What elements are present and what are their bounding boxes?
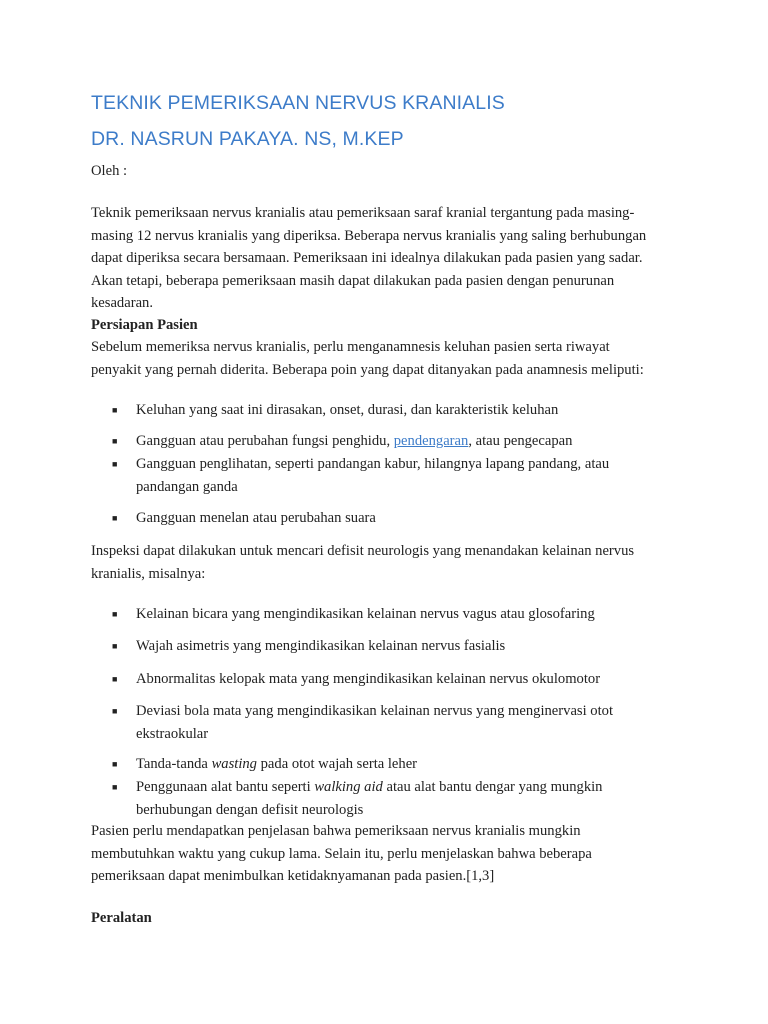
list-item-text: Kelainan bicara yang mengindikasikan kelainan nervus vagus atau glosofaring [136,606,595,622]
list-item-text-start: Tanda-tanda [136,756,212,772]
peralatan-heading: Peralatan [91,910,152,926]
list-item-text-end: pada otot wajah serta leher [256,756,418,772]
list-item-text-start: Gangguan atau perubahan fungsi penghidu, [136,433,394,449]
list-item-text [136,430,572,453]
penjelasan-line: pemeriksaan dapat menimbulkan ketidaknyamanan pada pasien.[1,3] [91,868,495,884]
intro-line: Teknik pemeriksaan nervus kranialis atau pemeriksaan saraf kranial tergantung pada masing- [91,205,635,221]
inspeksi-line: Inspeksi dapat dilakukan untuk mencari defisit neurologis yang menandakan kelainan nervus [91,543,635,559]
list-item-line: Deviasi bola mata yang mengindikasikan kelainan nervus yang menginervasi otot [136,703,614,719]
list-item-text [136,776,602,821]
intro-line: masing 12 nervus kranialis yang diperiksa. Beberapa nervus kranialis yang saling berhubungan [91,227,647,244]
list-item-line [136,776,602,799]
list-item-line: Gangguan penglihatan, seperti pandangan kabur, hilangnya lapang pandang, atau [136,456,610,472]
penjelasan-line: Pasien perlu mendapatkan penjelasan bahwa pemeriksaan nervus kranialis mungkin [91,823,581,839]
list-item-text: Wajah asimetris yang mengindikasikan kelainan nervus fasialis [136,638,506,654]
bullet-icon: ■ [112,782,118,792]
list-item-text: Abnormalitas kelopak mata yang mengindikasikan kelainan nervus okulomotor [136,671,601,687]
penjelasan-line: membutuhkan waktu yang cukup lama. Selain itu, perlu menjelaskan bahwa beberapa [91,845,592,862]
bullet-icon: ■ [112,759,118,769]
persiapan-heading: Persiapan Pasien [91,317,198,333]
pendengaran-link[interactable]: pendengaran [393,433,469,449]
list-item-text [136,753,417,776]
persiapan-line: penyakit yang pernah diderita. Beberapa poin yang dapat ditanyakan pada anamnesis meliputi: [91,361,644,378]
list-item-text-end: atau alat bantu dengar yang mungkin [382,779,603,795]
wasting-term: wasting [211,756,257,772]
intro-line: Akan tetapi, beberapa pemeriksaan masih dapat dilakukan pada pasien dengan penurunan [91,272,615,289]
bullet-icon: ■ [112,405,118,415]
inspeksi-paragraph [91,540,681,585]
list-item-text: Keluhan yang saat ini dirasakan, onset, durasi, dan karakteristik keluhan [136,402,559,418]
bullet-icon: ■ [112,674,118,684]
bullet-icon: ■ [112,436,118,446]
bullet-icon: ■ [112,609,118,619]
document-title: TEKNIK PEMERIKSAAN NERVUS KRANIALIS [91,92,505,114]
list-item-text [136,700,613,745]
list-item-line: pandangan ganda [136,478,238,495]
walking-aid-term: walking aid [314,779,383,795]
document-author: DR. NASRUN PAKAYA. NS, M.KEP [91,128,404,150]
intro-line: kesadaran. [91,295,153,311]
list-item-text: Gangguan menelan atau perubahan suara [136,510,376,526]
penjelasan-paragraph [91,820,681,888]
list-item-text [136,453,609,498]
persiapan-paragraph [91,336,681,381]
bullet-icon: ■ [112,641,118,651]
bullet-icon: ■ [112,459,118,469]
list-item-text-start: Penggunaan alat bantu seperti [136,779,315,795]
inspeksi-line: kranialis, misalnya: [91,565,206,582]
persiapan-line: Sebelum memeriksa nervus kranialis, perlu menganamnesis keluhan pasien serta riwayat [91,339,610,355]
oleh-label: Oleh : [91,163,128,179]
intro-paragraph [91,202,681,315]
list-item-line: ekstraokular [136,725,209,742]
list-item-line: berhubungan dengan defisit neurologis [136,801,364,818]
list-item-text-end: , atau pengecapan [468,433,573,449]
bullet-icon: ■ [112,706,118,716]
bullet-icon: ■ [112,513,118,523]
intro-line: dapat diperiksa secara bersamaan. Pemeriksaan ini idealnya dilakukan pada pasien yang sadar. [91,250,643,266]
